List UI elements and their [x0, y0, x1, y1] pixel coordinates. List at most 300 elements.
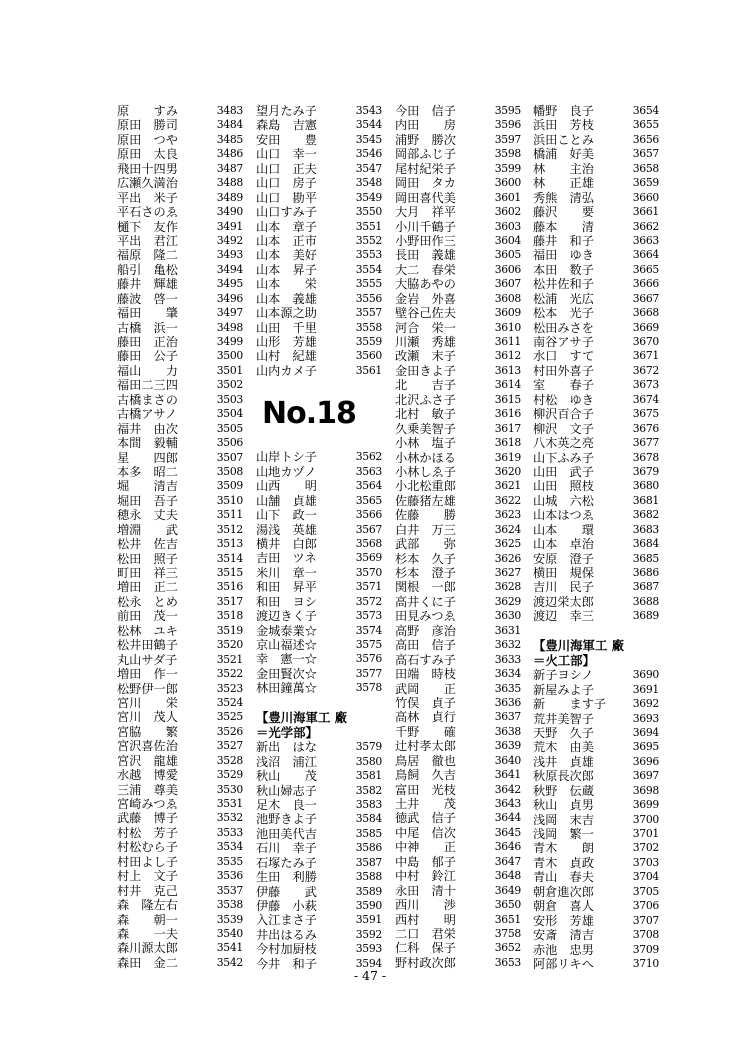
- section-number-heading: No.18: [262, 396, 356, 432]
- entry-name: 鳥居 徹也: [395, 753, 456, 768]
- entry-number: 3610: [494, 320, 521, 334]
- entry-name: 小野田作三: [395, 233, 456, 248]
- name-entry: [395, 811, 521, 825]
- entry-number: 3615: [494, 392, 521, 406]
- name-entry: [117, 898, 243, 912]
- entry-number: 3532: [216, 811, 243, 825]
- entry-number: 3628: [494, 580, 521, 594]
- entry-name: 徳武 信子: [395, 811, 456, 826]
- entry-number: 3553: [355, 248, 382, 262]
- entry-number: 3642: [494, 782, 521, 796]
- entry-name: 松浦 光広: [533, 291, 594, 306]
- entry-number: 3695: [632, 740, 659, 754]
- entry-number: 3551: [355, 219, 382, 233]
- entry-number: 3528: [216, 753, 243, 767]
- entry-name: 松野伊一郎: [117, 681, 178, 696]
- name-entry: [395, 595, 521, 609]
- entry-name: 堀田 吾子: [117, 493, 178, 508]
- entry-name: 安田 豊: [256, 132, 317, 147]
- entry-name: 赤池 忠男: [533, 942, 594, 957]
- entry-name: 武部 弥: [395, 537, 456, 552]
- name-entry: [395, 407, 521, 421]
- name-entry: [395, 566, 521, 580]
- entry-number: 3531: [216, 797, 243, 810]
- name-entry: [117, 162, 243, 176]
- entry-number: 3501: [216, 363, 243, 377]
- entry-name: 平出 米子: [117, 190, 178, 205]
- entry-name: 山口 勘平: [256, 190, 317, 205]
- entry-number: 3506: [216, 436, 243, 450]
- section-subheading-kaka: ＝火工部】: [533, 653, 595, 669]
- entry-name: 山村 紀雄: [256, 349, 317, 364]
- entry-name: 渡辺栄太郎: [533, 594, 594, 609]
- entry-name: 西川 渉: [395, 898, 456, 913]
- name-entry: [533, 277, 659, 291]
- entry-number: 3547: [355, 161, 382, 175]
- entry-number: 3510: [216, 493, 243, 507]
- entry-number: 3619: [494, 450, 521, 464]
- entry-name: 壁谷己佐夫: [395, 306, 456, 321]
- name-entry: [395, 783, 521, 797]
- entry-name: 松井 佐吉: [117, 537, 178, 552]
- entry-number: 3710: [632, 956, 659, 970]
- entry-number: 3700: [632, 812, 659, 826]
- entry-name: 山本 栄: [256, 277, 317, 292]
- entry-number: 3549: [355, 190, 382, 204]
- entry-name: 杉本 久子: [395, 551, 456, 566]
- name-entry: [395, 422, 521, 436]
- entry-name: 生田 利勝: [256, 870, 317, 885]
- entry-name: 柳沢百合子: [533, 407, 594, 422]
- name-column-2: [256, 104, 382, 971]
- entry-number: 3649: [494, 883, 521, 897]
- entry-number: 3654: [632, 104, 659, 117]
- entry-name: 山田 照枝: [533, 479, 594, 494]
- name-entry: [533, 306, 659, 320]
- entry-name: 湯浅 英雄: [256, 522, 317, 537]
- name-entry: [117, 277, 243, 291]
- entry-name: 山田 千里: [256, 320, 317, 335]
- entry-number: 3691: [632, 682, 659, 696]
- entry-number: 3593: [355, 942, 382, 956]
- entry-number: 3607: [494, 277, 521, 291]
- entry-number: 3589: [355, 884, 382, 898]
- name-entry: [533, 914, 659, 928]
- entry-number: 3586: [355, 841, 382, 855]
- entry-number: 3597: [494, 132, 521, 146]
- name-entry: [533, 523, 659, 537]
- entry-name: 山田 武子: [533, 464, 594, 479]
- entry-name: 大二 春栄: [395, 262, 456, 277]
- entry-number: 3613: [494, 363, 521, 377]
- entry-number: 3575: [355, 638, 382, 651]
- entry-name: 松林 ユキ: [117, 623, 178, 638]
- name-entry: [533, 407, 659, 421]
- entry-name: 船引 亀松: [117, 262, 178, 277]
- entry-name: 岡田 タカ: [395, 176, 456, 191]
- name-entry: [395, 451, 521, 465]
- entry-number: 3655: [632, 118, 659, 132]
- name-entry: [256, 248, 382, 262]
- entry-name: 森 朝一: [117, 912, 178, 927]
- entry-number: 3534: [216, 840, 243, 854]
- entry-number: 3687: [632, 580, 659, 594]
- entry-name: 佐藤 勝: [395, 508, 456, 523]
- name-entry: [395, 104, 521, 118]
- name-entry: [117, 869, 243, 883]
- name-entry: [533, 943, 659, 957]
- entry-name: 福田 ゆき: [533, 248, 594, 263]
- entry-name: 高石すみ子: [395, 652, 456, 667]
- entry-number: 3545: [355, 132, 382, 146]
- name-entry: [533, 248, 659, 262]
- entry-name: 吉田 ツネ: [256, 551, 317, 566]
- entry-name: 山本 章子: [256, 219, 317, 234]
- name-entry: [533, 422, 659, 436]
- entry-number: 3675: [632, 407, 659, 421]
- entry-name: 久乗美智子: [395, 421, 456, 436]
- entry-name: 増淵 武: [117, 522, 178, 537]
- name-entry: [395, 465, 521, 479]
- entry-number: 3574: [355, 623, 382, 637]
- entry-name: 八木英之亮: [533, 436, 594, 451]
- entry-number: 3632: [494, 638, 521, 652]
- name-list-2a: [256, 104, 382, 378]
- entry-name: 佐藤猪左雄: [395, 493, 456, 508]
- entry-number: 3676: [632, 421, 659, 435]
- name-entry: [117, 292, 243, 306]
- entry-name: 高野 彦治: [395, 623, 456, 638]
- name-entry: [256, 667, 382, 681]
- entry-number: 3493: [216, 248, 243, 262]
- name-entry: [117, 234, 243, 248]
- entry-name: 新 ます子: [533, 697, 607, 712]
- name-entry: [395, 118, 521, 132]
- entry-number: 3507: [216, 450, 243, 464]
- entry-number: 3658: [632, 161, 659, 175]
- entry-number: 3633: [494, 652, 521, 666]
- entry-name: 西村 明: [395, 912, 456, 927]
- entry-number: 3558: [355, 320, 382, 334]
- entry-name: 宮川 栄: [117, 695, 178, 710]
- entry-name: 山口 幸一: [256, 147, 317, 162]
- entry-name: 森 隆左右: [117, 898, 178, 913]
- entry-name: 望月たみ子: [256, 104, 317, 118]
- name-entry: [533, 349, 659, 363]
- entry-name: 小林かほる: [395, 450, 456, 465]
- entry-name: 二口 君栄: [395, 926, 456, 941]
- entry-name: 新屋みよ子: [533, 682, 594, 697]
- name-entry: [117, 855, 243, 869]
- name-entry: [117, 508, 243, 522]
- entry-name: 水越 博愛: [117, 768, 178, 783]
- name-entry: [117, 682, 243, 696]
- name-entry: [533, 580, 659, 594]
- name-list-4a: [533, 104, 659, 624]
- name-entry: [117, 913, 243, 927]
- entry-number: 3578: [355, 681, 382, 695]
- entry-name: 土井 茂: [395, 797, 456, 811]
- entry-number: 3591: [355, 913, 382, 927]
- entry-number: 3539: [216, 912, 243, 926]
- entry-number: 3666: [632, 277, 659, 291]
- entry-number: 3576: [355, 652, 382, 666]
- entry-name: 今井 和子: [256, 956, 317, 971]
- entry-number: 3624: [494, 522, 521, 536]
- entry-name: 村上 文子: [117, 869, 178, 884]
- name-entry: [117, 118, 243, 132]
- name-entry: [395, 263, 521, 277]
- name-entry: [117, 479, 243, 493]
- entry-number: 3621: [494, 479, 521, 493]
- page-number: - 47 -: [353, 968, 387, 983]
- entry-name: 林 正雄: [533, 176, 594, 191]
- entry-number: 3544: [355, 118, 382, 132]
- entry-name: 星 四郎: [117, 450, 178, 465]
- entry-name: 白井 万三: [395, 522, 456, 537]
- name-entry: [533, 827, 659, 841]
- entry-number: 3498: [216, 320, 243, 334]
- name-entry: [117, 580, 243, 594]
- entry-number: 3564: [355, 479, 382, 493]
- entry-name: 本多 昭二: [117, 464, 178, 479]
- name-entry: [256, 913, 382, 927]
- name-entry: [395, 624, 521, 638]
- name-entry: [256, 118, 382, 132]
- entry-number: 3494: [216, 262, 243, 276]
- entry-number: 3536: [216, 869, 243, 883]
- entry-number: 3612: [494, 349, 521, 363]
- name-entry: [395, 754, 521, 768]
- name-entry: [533, 697, 659, 711]
- name-entry: [117, 191, 243, 205]
- entry-name: 池野きよ子: [256, 812, 317, 827]
- entry-name: 杉本 澄子: [395, 566, 456, 580]
- name-entry: [533, 928, 659, 942]
- name-entry: [395, 133, 521, 147]
- name-entry: [256, 479, 382, 493]
- name-entry: [117, 422, 243, 436]
- name-entry: [256, 798, 382, 812]
- entry-name: 尾村紀栄子: [395, 161, 456, 176]
- name-entry: [533, 335, 659, 349]
- entry-name: 金城泰業☆: [256, 623, 317, 638]
- entry-name: 北村 敏子: [395, 407, 456, 422]
- entry-number: 3520: [216, 638, 243, 652]
- name-entry: [117, 393, 243, 407]
- entry-number: 3688: [632, 594, 659, 608]
- entry-number: 3560: [355, 349, 382, 363]
- name-entry: [256, 133, 382, 147]
- name-entry: [533, 378, 659, 392]
- entry-number: 3705: [632, 884, 659, 898]
- entry-name: 室 春子: [533, 378, 594, 393]
- entry-number: 3678: [632, 450, 659, 464]
- section-heading-kogaku: 【豊川海軍工 廠: [256, 710, 348, 726]
- entry-number: 3617: [494, 421, 521, 435]
- name-entry: [395, 927, 521, 941]
- entry-number: 3595: [494, 104, 521, 117]
- name-entry: [533, 841, 659, 855]
- name-entry: [395, 840, 521, 854]
- entry-number: 3665: [632, 262, 659, 276]
- entry-number: 3651: [494, 912, 521, 926]
- entry-number: 3626: [494, 551, 521, 565]
- entry-number: 3639: [494, 739, 521, 753]
- entry-number: 3555: [355, 277, 382, 291]
- entry-name: 横田 規保: [533, 566, 594, 580]
- entry-name: 竹俣 貞子: [395, 695, 456, 710]
- name-entry: [533, 176, 659, 190]
- name-entry: [256, 812, 382, 826]
- name-entry: [395, 292, 521, 306]
- entry-name: 原田 太良: [117, 147, 178, 162]
- entry-number: 3559: [355, 335, 382, 348]
- name-entry: [533, 899, 659, 913]
- name-entry: [395, 667, 521, 681]
- entry-name: 武岡 正: [395, 681, 456, 696]
- name-entry: [117, 595, 243, 609]
- entry-number: 3600: [494, 176, 521, 190]
- entry-name: 村松 ゆき: [533, 392, 594, 407]
- entry-name: 関根 一郎: [395, 580, 456, 595]
- name-entry: [395, 797, 521, 811]
- entry-name: 山口 正夫: [256, 161, 317, 176]
- entry-number: 3708: [632, 928, 659, 942]
- name-entry: [256, 220, 382, 234]
- entry-number: 3552: [355, 233, 382, 247]
- name-entry: [256, 784, 382, 798]
- name-entry: [395, 682, 521, 696]
- name-entry: [533, 712, 659, 726]
- entry-number: 3679: [632, 464, 659, 478]
- name-entry: [117, 552, 243, 566]
- name-entry: [117, 494, 243, 508]
- entry-name: 中村 鈴江: [395, 869, 456, 884]
- name-entry: [256, 841, 382, 855]
- entry-name: 宮崎みつゑ: [117, 797, 178, 811]
- entry-name: 浜田 芳枝: [533, 118, 594, 133]
- entry-name: 今田 信子: [395, 104, 456, 118]
- entry-number: 3692: [632, 697, 659, 711]
- entry-number: 3647: [494, 854, 521, 868]
- name-entry: [395, 725, 521, 739]
- entry-name: 金岩 外喜: [395, 291, 456, 306]
- entry-number: 3614: [494, 378, 521, 392]
- name-entry: [395, 306, 521, 320]
- entry-name: 宮川 茂人: [117, 710, 178, 725]
- name-entry: [533, 784, 659, 798]
- name-entry: [533, 162, 659, 176]
- name-entry: [117, 248, 243, 262]
- entry-number: 3693: [632, 711, 659, 725]
- entry-number: 3526: [216, 724, 243, 738]
- name-entry: [395, 205, 521, 219]
- name-entry: [395, 552, 521, 566]
- name-column-4: [533, 104, 659, 971]
- entry-number: 3569: [355, 551, 382, 565]
- entry-name: 松本 光子: [533, 306, 594, 321]
- name-entry: [117, 263, 243, 277]
- entry-number: 3670: [632, 335, 659, 348]
- entry-number: 3582: [355, 783, 382, 797]
- name-entry: [256, 234, 382, 248]
- entry-number: 3508: [216, 464, 243, 478]
- entry-number: 3581: [355, 769, 382, 783]
- entry-number: 3604: [494, 233, 521, 247]
- entry-number: 3616: [494, 407, 521, 421]
- name-entry: [395, 191, 521, 205]
- name-entry: [395, 609, 521, 623]
- entry-name: 古橋まさの: [117, 392, 178, 407]
- entry-number: 3563: [355, 464, 382, 478]
- entry-name: 山本源之助: [256, 306, 317, 321]
- entry-name: 松田みさを: [533, 320, 594, 335]
- entry-number: 3561: [355, 363, 382, 377]
- name-entry: [533, 885, 659, 899]
- entry-number: 3496: [216, 291, 243, 305]
- entry-number: 3603: [494, 219, 521, 233]
- name-entry: [533, 205, 659, 219]
- entry-number: 3541: [216, 941, 243, 955]
- entry-number: 3631: [494, 623, 521, 637]
- entry-number: 3605: [494, 248, 521, 262]
- entry-number: 3587: [355, 855, 382, 869]
- name-entry: [117, 378, 243, 392]
- entry-name: 足木 良一: [256, 797, 317, 812]
- name-entry: [533, 220, 659, 234]
- entry-name: 三浦 尊美: [117, 782, 178, 797]
- entry-name: 横井 白郎: [256, 536, 317, 551]
- entry-name: 丸山サダ子: [117, 652, 178, 667]
- name-entry: [395, 523, 521, 537]
- entry-number: 3620: [494, 464, 521, 478]
- entry-name: 新出 はな: [256, 740, 317, 755]
- entry-number: 3662: [632, 219, 659, 233]
- entry-number: 3657: [632, 147, 659, 161]
- entry-number: 3706: [632, 899, 659, 913]
- entry-number: 3585: [355, 826, 382, 840]
- entry-number: 3499: [216, 335, 243, 348]
- name-entry: [117, 884, 243, 898]
- name-entry: [256, 681, 382, 695]
- name-entry: [117, 739, 243, 753]
- entry-name: 原田 勝司: [117, 118, 178, 133]
- name-entry: [395, 335, 521, 349]
- entry-number: 3669: [632, 320, 659, 334]
- entry-number: 3641: [494, 768, 521, 782]
- name-entry: [533, 104, 659, 118]
- name-entry: [117, 465, 243, 479]
- name-entry: [533, 609, 659, 623]
- name-entry: [395, 768, 521, 782]
- entry-name: 和田 昇平: [256, 580, 317, 595]
- entry-number: 3704: [632, 870, 659, 884]
- entry-number: 3709: [632, 942, 659, 956]
- entry-name: 浅岡 末吉: [533, 812, 594, 827]
- name-entry: [533, 595, 659, 609]
- name-entry: [395, 393, 521, 407]
- entry-name: 小林 塩子: [395, 436, 456, 451]
- entry-number: 3707: [632, 913, 659, 927]
- entry-name: 山舗 貞雄: [256, 493, 317, 508]
- entry-name: 幡野 良子: [533, 104, 594, 118]
- entry-name: 山本 正市: [256, 233, 317, 248]
- name-entry: [256, 769, 382, 783]
- entry-number: 3487: [216, 161, 243, 175]
- name-entry: [256, 595, 382, 609]
- entry-number: 3513: [216, 537, 243, 551]
